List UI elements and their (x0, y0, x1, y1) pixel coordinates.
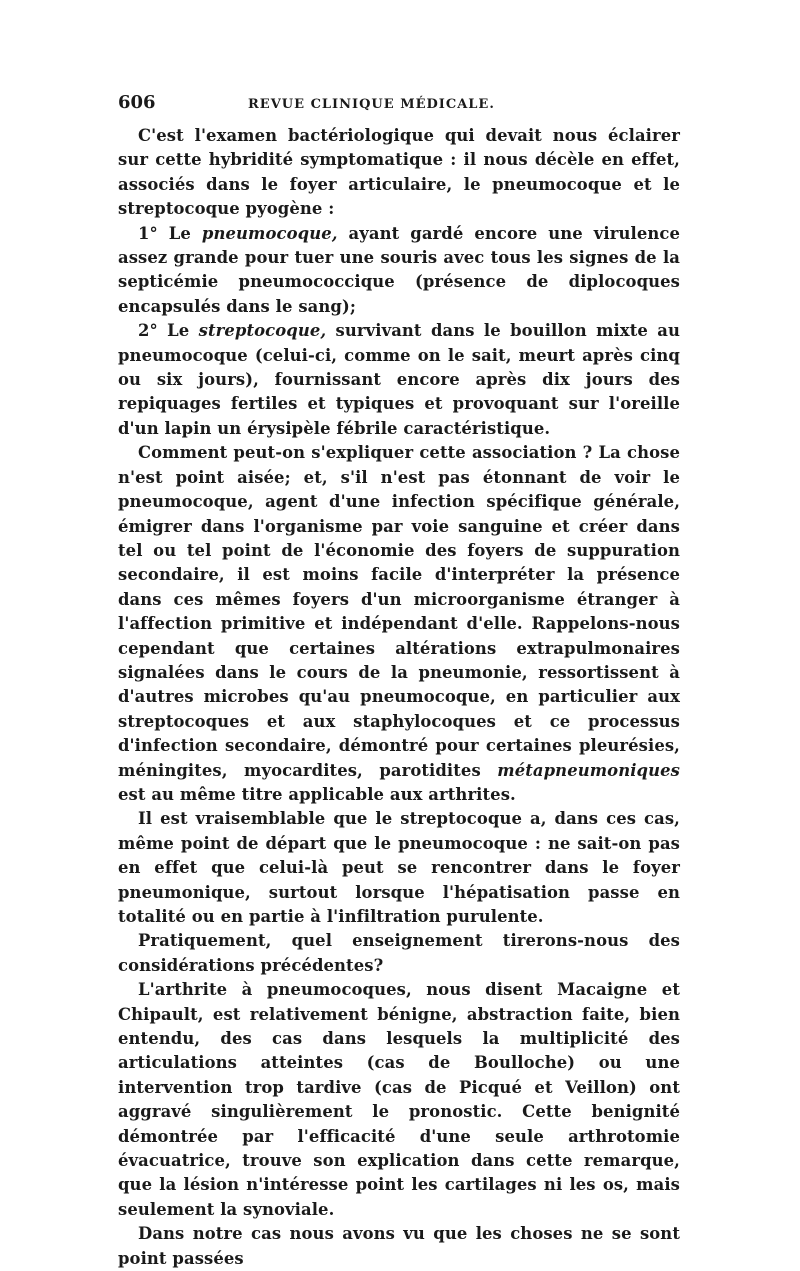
paragraph-3 (118, 319, 680, 441)
body-text (118, 124, 680, 1271)
page-header (118, 92, 680, 118)
page-number: 606 (118, 92, 156, 113)
paragraph-3-italic: streptocoque, (198, 321, 327, 341)
paragraph-8: Dans notre cas nous avons vu que les choses ne se sont point passées (118, 1224, 680, 1268)
paragraph-1: C'est l'examen bactériologique qui devait nous éclairer sur cette hybridité symptomatique : il nous décèle en effet, associés dans le foyer articulaire, le pneumocoque et le streptocoque pyogène : (118, 126, 680, 219)
paragraph-2-rest: ayant gardé encore une virulence assez grande pour tuer une souris avec tous les signes de la septicémie pneumococcique (présence de diplocoques encapsulés dans le sang); (118, 223, 680, 316)
paragraph-5: Il est vraisemblable que le streptocoque a, dans ces cas, même point de départ que le pneumocoque : ne sait-on pas en effet que celui-là peut se rencontrer dans le foyer pneumonique, surtout lorsque l'hépatisation passe en totalité ou en partie à l'infiltration purulente. (118, 809, 680, 926)
paragraph-2 (118, 222, 680, 320)
paragraph-4-prefix: Comment peut-on s'expliquer cette association ? La chose n'est point aisée; et, s'il n'est pas étonnant de voir le pneumocoque, agent d'une infection spécifique générale, émigrer dans l'organisme par voie sanguine et créer dans tel ou tel point de l'économie des foyers de suppuration secondaire, il est moins facile d'interpréter la présence dans ces mêmes foyers d'un microorganisme étranger à l'affection primitive et indépendant d'elle. Rappelons-nous cependant que certaines altérations extrapulmonaires signalées dans le cours de la pneumonie, ressortissent à d'autres microbes qu'au pneumocoque, en particulier aux streptocoques et aux staphylocoques et ce processus d'infection secondaire, démontré pour certaines pleurésies, méningites, myocardites, parotidites (118, 443, 680, 780)
paragraph-4-rest: est au même titre applicable aux arthrites. (118, 784, 516, 804)
paragraph-4 (118, 441, 680, 807)
running-head: REVUE CLINIQUE MÉDICALE. (248, 97, 495, 112)
paragraph-3-prefix: 2° Le (138, 321, 199, 341)
paragraph-4-italic: métapneumoniques (497, 760, 680, 780)
paragraph-7: L'arthrite à pneumocoques, nous disent Macaigne et Chipault, est relativement bénigne, abstraction faite, bien entendu, des cas dans lesquels la multiplicité des articulations atteintes (cas de Boulloche) ou une intervention trop tardive (cas de Picqué et Veillon) ont aggravé singulièrement le pronostic. Cette benignité démontrée par l'efficacité d'une seule arthrotomie évacuatrice, trouve son explication dans cette remarque, que la lésion n'intéresse point les cartilages ni les os, mais seulement la synoviale. (118, 980, 680, 1219)
paragraph-6: Pratiquement, quel enseignement tirerons-nous des considérations précédentes? (118, 931, 680, 975)
page (118, 92, 680, 1271)
paragraph-2-prefix: 1° Le (138, 223, 202, 243)
paragraph-2-italic: pneumocoque, (201, 223, 338, 243)
paragraph-3-rest: survivant dans le bouillon mixte au pneumocoque (celui-ci, comme on le sait, meurt après cinq ou six jours), fournissant encore après dix jours des repiquages fertiles et typiques et provoquant sur l'oreille d'un lapin un érysipèle fébrile caractéristique. (118, 321, 680, 438)
